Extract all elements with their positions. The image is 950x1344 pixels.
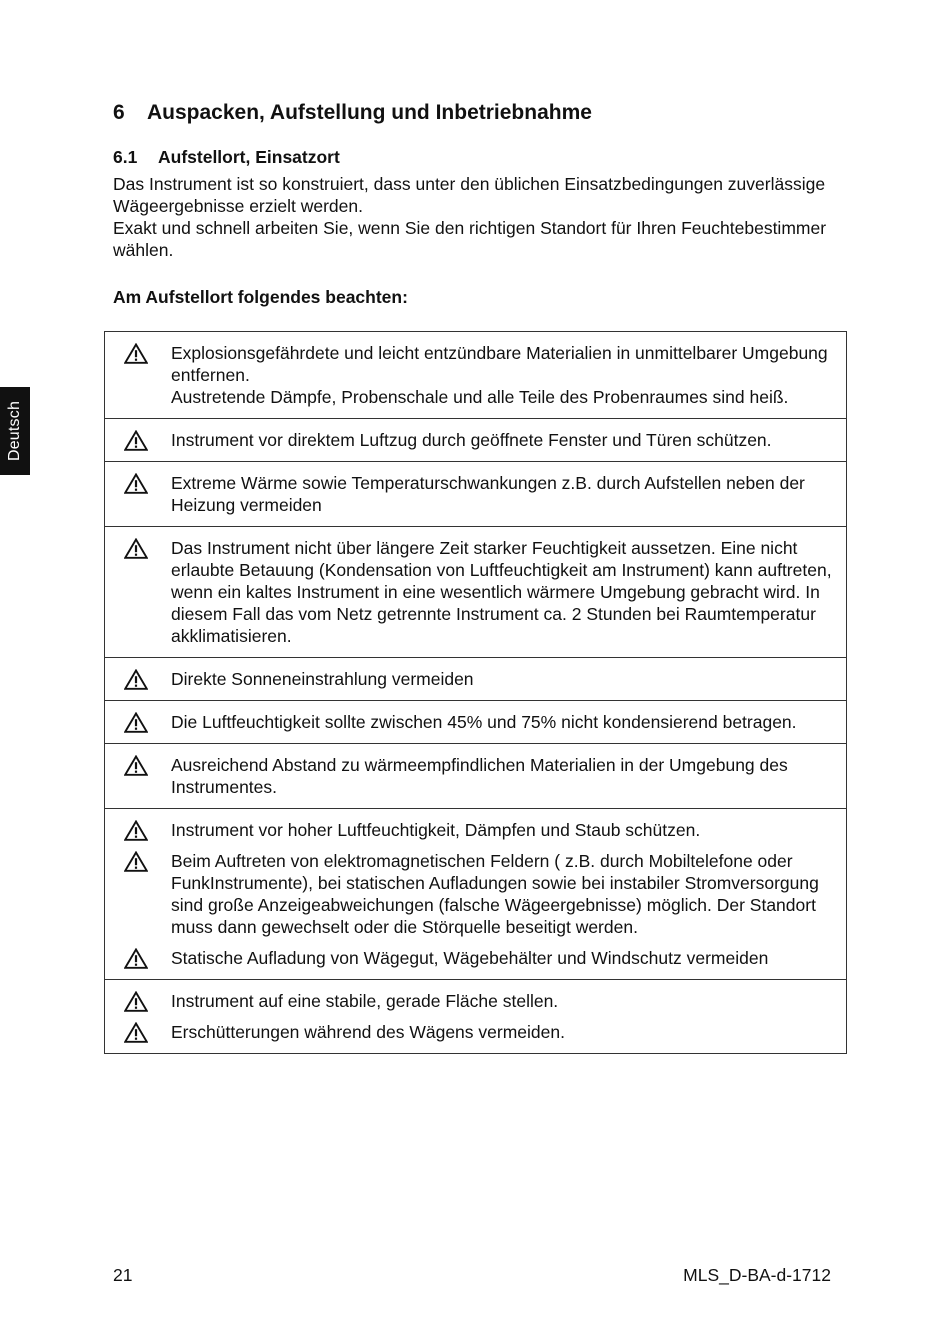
warning-triangle-icon (105, 342, 171, 364)
warning-line: Instrument vor hoher Luftfeuchtigkeit, Dämpfen und Staub schützen. (171, 820, 701, 840)
notice-heading: Am Aufstellort folgendes beachten: (113, 287, 408, 307)
language-tab-label: Deutsch (6, 400, 24, 462)
warning-line: Die Luftfeuchtigkeit sollte zwischen 45% und 75% nicht kondensierend betragen. (171, 712, 797, 732)
warning-triangle-icon (105, 472, 171, 494)
warning-line: Das Instrument nicht über längere Zeit starker Feuchtigkeit aussetzen. Eine nicht erlaubte Betauung (Kondensation von Luftfeuchtigkeit am Instrument) kann auftreten, wenn ein kaltes Instrument in eine wesentlich wärmere Umgebung gebracht wird. In diesem Fall das vom Netz getrennte Instrument ca. 2 Stunden bei Raumtemperatur akklimatisieren. (171, 538, 832, 646)
intro-paragraph: Exakt und schnell arbeiten Sie, wenn Sie den richtigen Standort für Ihren Feuchtebestimmer wählen. (113, 218, 827, 260)
subsection-heading (113, 147, 340, 168)
section-number: 6 (113, 101, 125, 124)
warning-text (171, 990, 836, 1012)
warning-item (105, 754, 836, 798)
language-tab (0, 387, 30, 475)
warning-row (104, 462, 847, 527)
page-number: 21 (113, 1265, 133, 1285)
warning-item (105, 990, 836, 1012)
section-heading (113, 101, 592, 125)
warning-item (105, 711, 836, 733)
warning-triangle-icon (105, 754, 171, 776)
warning-text (171, 1021, 836, 1043)
warning-text (171, 668, 836, 690)
warning-item (105, 429, 836, 451)
warning-row (104, 419, 847, 462)
section-title: Auspacken, Aufstellung und Inbetriebnahme (147, 101, 592, 124)
warning-triangle-icon (105, 1021, 171, 1043)
warning-line: Direkte Sonneneinstrahlung vermeiden (171, 669, 474, 689)
warning-text (171, 754, 836, 798)
warning-triangle-icon (105, 668, 171, 690)
warning-item (105, 947, 836, 969)
warning-text (171, 537, 836, 647)
warning-triangle-icon (105, 819, 171, 841)
warning-line: Erschütterungen während des Wägens vermeiden. (171, 1022, 565, 1042)
warning-text (171, 947, 836, 969)
warning-triangle-icon (105, 990, 171, 1012)
warning-line: Ausreichend Abstand zu wärmeempfindlichen Materialien in der Umgebung des Instrumentes. (171, 755, 788, 797)
warning-item (105, 668, 836, 690)
warning-triangle-icon (105, 429, 171, 451)
warning-triangle-icon (105, 711, 171, 733)
warning-item (105, 1021, 836, 1043)
warning-row (104, 658, 847, 701)
warning-line: Statische Aufladung von Wägegut, Wägebehälter und Windschutz vermeiden (171, 948, 769, 968)
warning-line: Instrument vor direktem Luftzug durch geöffnete Fenster und Türen schützen. (171, 430, 772, 450)
warning-text (171, 472, 836, 516)
warning-row (104, 701, 847, 744)
warning-item (105, 850, 836, 938)
warning-line: Extreme Wärme sowie Temperaturschwankungen z.B. durch Aufstellen neben der Heizung vermeiden (171, 473, 805, 515)
intro-text (113, 173, 833, 261)
warning-row (104, 744, 847, 809)
warning-line: Beim Auftreten von elektromagnetischen Feldern ( z.B. durch Mobiltelefone oder FunkInstrumente), bei statischen Aufladungen sowie bei instabiler Stromversorgung sind große Anzeigeabweichungen (falsche Wägeergebnisse) möglich. Der Standort muss dann gewechselt oder die Störquelle beseitigt werden. (171, 851, 819, 937)
warning-text (171, 711, 836, 733)
warning-row (104, 809, 847, 980)
warning-table (104, 331, 847, 1054)
warning-row (104, 332, 847, 419)
subsection-number: 6.1 (113, 147, 138, 167)
warning-triangle-icon (105, 947, 171, 969)
warning-line: Explosionsgefährdete und leicht entzündbare Materialien in unmittelbarer Umgebung entfernen. (171, 343, 828, 385)
warning-text (171, 342, 836, 408)
warning-item (105, 472, 836, 516)
subsection-title: Aufstellort, Einsatzort (158, 147, 340, 167)
warning-item (105, 537, 836, 647)
warning-line: Instrument auf eine stabile, gerade Fläche stellen. (171, 991, 559, 1011)
warning-text (171, 850, 836, 938)
warning-item (105, 342, 836, 408)
warning-line: Austretende Dämpfe, Probenschale und alle Teile des Probenraumes sind heiß. (171, 387, 789, 407)
warning-text (171, 819, 836, 841)
warning-triangle-icon (105, 850, 171, 872)
warning-text (171, 429, 836, 451)
document-id: MLS_D-BA-d-1712 (683, 1265, 831, 1285)
warning-triangle-icon (105, 537, 171, 559)
warning-row (104, 527, 847, 658)
warning-row (104, 980, 847, 1054)
intro-paragraph: Das Instrument ist so konstruiert, dass unter den üblichen Einsatzbedingungen zuverlässige Wägeergebnisse erzielt werden. (113, 174, 826, 216)
warning-item (105, 819, 836, 841)
